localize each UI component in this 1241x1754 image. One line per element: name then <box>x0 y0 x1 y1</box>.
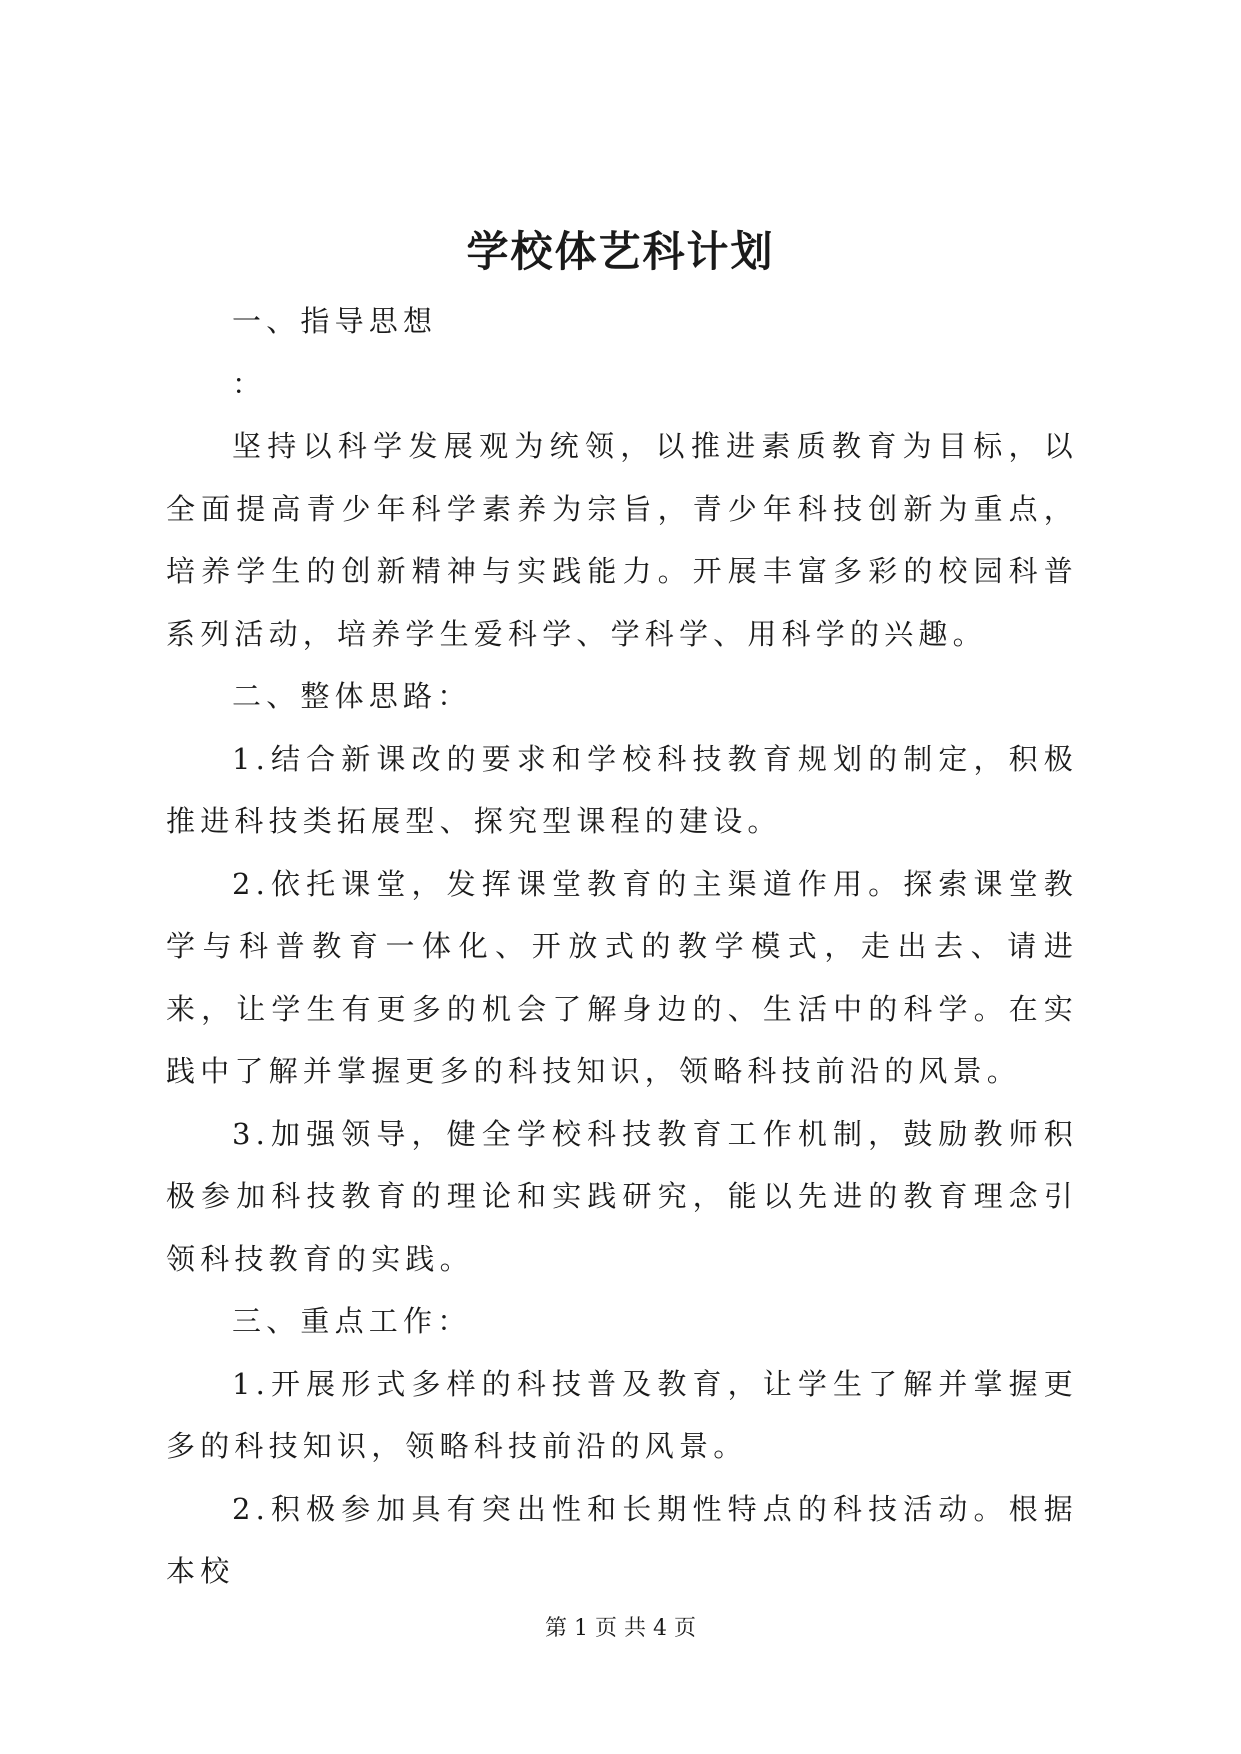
paragraph-approach-3: 3.加强领导，健全学校科技教育工作机制，鼓励教师积极参加科技教育的理论和实践研究，能以先进的教育理念引领科技教育的实践。 <box>166 1116 1078 1276</box>
heading-overall-approach: 二、整体思路： <box>232 679 472 713</box>
document-title: 学校体艺科计划 <box>466 227 775 276</box>
paragraph-approach-1: 1.结合新课改的要求和学校科技教育规划的制定，积极推进科技类拓展型、探究型课程的建设。 <box>166 741 1078 838</box>
paragraph-guiding-ideology: 坚持以科学发展观为统领，以推进素质教育为目标，以全面提高青少年科学素养为宗旨，青少年科技创新为重点，培养学生的创新精神与实践能力。开展丰富多彩的校园科普系列活动，培养学生爱科学、学科学、用科学的兴趣。 <box>166 429 1078 651</box>
paragraph-key-work-1: 1.开展形式多样的科技普及教育，让学生了解并掌握更多的科技知识，领略科技前沿的风景。 <box>166 1366 1078 1463</box>
paragraph-approach-2: 2.依托课堂，发挥课堂教育的主渠道作用。探索课堂教学与科普教育一体化、开放式的教学模式，走出去、请进来，让学生有更多的机会了解身边的、生活中的科学。在实践中了解并掌握更多的科技知识，领略科技前沿的风景。 <box>166 866 1078 1088</box>
paragraph-key-work-2: 2.积极参加具有突出性和长期性特点的科技活动。根据本校 <box>166 1491 1078 1588</box>
page-number-footer: 第 1 页 共 4 页 <box>545 1616 696 1641</box>
colon-line: ： <box>232 366 267 401</box>
heading-key-work: 三、重点工作： <box>232 1304 472 1338</box>
heading-guiding-ideology: 一、指导思想 <box>232 304 438 338</box>
document-body <box>166 290 1078 1603</box>
